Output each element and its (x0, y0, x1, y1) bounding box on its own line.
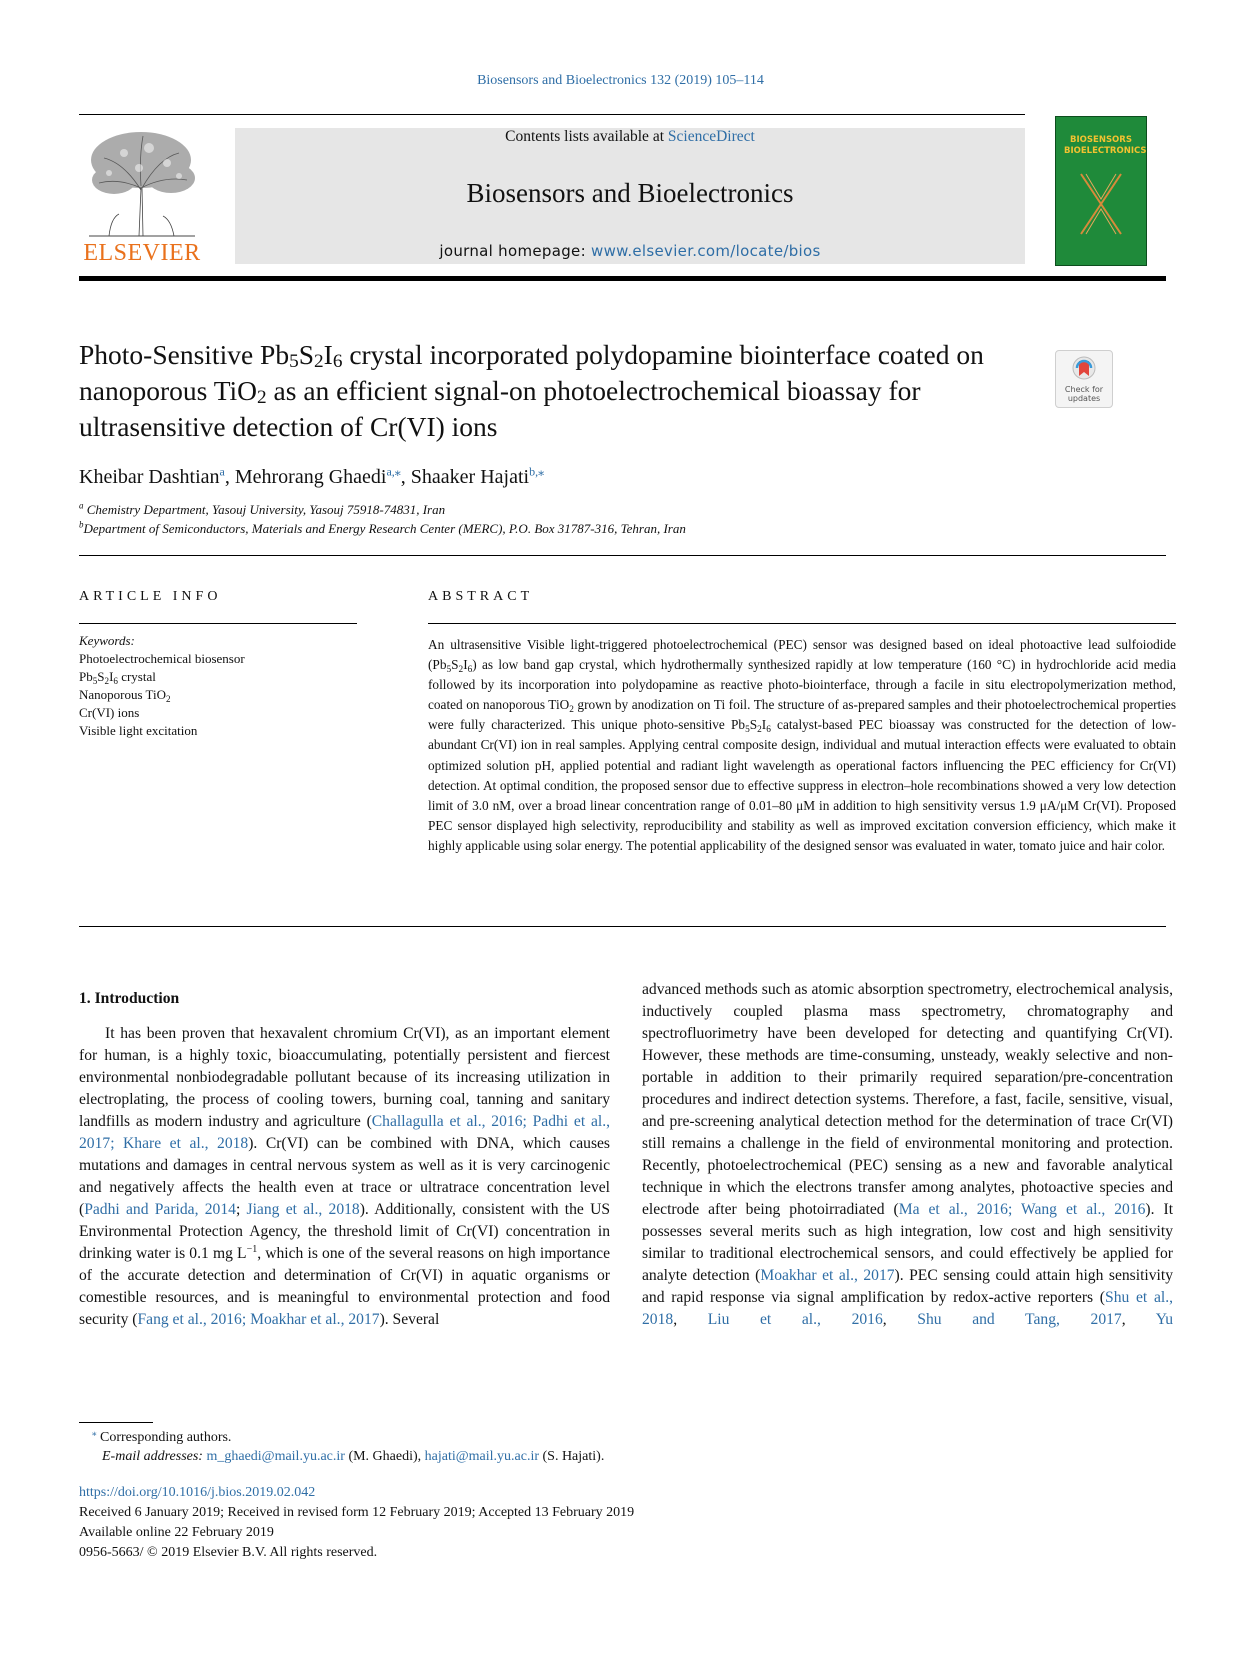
homepage-prefix: journal homepage: (439, 242, 591, 260)
journal-cover-image[interactable] (1055, 116, 1147, 266)
citation-link[interactable]: Fang et al., 2016; Moakhar et al., 2017 (137, 1311, 380, 1328)
keyword-item: Photoelectrochemical biosensor (79, 651, 245, 666)
abstract-text: An ultrasensitive Visible light-triggered photoelectrochemical (PEC) sensor was designed based on ideal photoactive lead sulfoiodide $(Pb_5S_2I_6)$ as low band gap crystal, which hydrothermally synthesized rapidly at low temperature (160 °C) in hydrochloride acid media followed by its incorporation into polydopamine as reactive photo-biointerface, through a facile in situ electropolymerization method, coated on nanoporous TiO$_2$ grown by anodization on Ti foil. The structure of as-prepared samples and their photoelectrochemical properties were fully characterized. This unique photo-sensitive $Pb_5S_2I_6$ catalyst-based PEC bioassay was constructed for the detection of low-abundant Cr(VI) ion in real samples. Applying central composite design, individual and mutual interaction effects were evaluated to obtain optimized solution pH, applied potential and radiant light wavelength as operational factors influencing the PEC efficiency for Cr(VI) detection. At optimal condition, the proposed sensor due to effective suppress in electron–hole recombinations showed a very low detection limit of 3.0 nM, over a broad linear concentration range of 0.01–80 μM in addition to high sensitivity versus 1.9 μA/μM Cr(VI). Proposed PEC sensor displayed high selectivity, reproducibility and stability as well as improved excitation conversion efficiency, which make it highly applicable using solar energy. The potential applicability of the designed sensor was evaluated in water, tomato juice and hair color. (428, 637, 1177, 853)
copyright-line: 0956-5663/ © 2019 Elsevier B.V. All rights reserved. (79, 1545, 378, 1560)
article-info-rule (79, 623, 357, 624)
author-affiliation-mark[interactable]: b,⁎ (529, 464, 545, 479)
author-affiliation-mark[interactable]: a (219, 464, 225, 479)
keyword-item: Visible light excitation (79, 723, 198, 738)
email-link[interactable]: m_ghaedi@mail.yu.ac.ir (206, 1449, 345, 1464)
check-for-updates-button[interactable] (1055, 350, 1113, 408)
intro-paragraph: It has been proven that hexavalent chromium Cr(VI), as an important element for human, is a highly toxic, bioaccumulating, potentially persistent and fiercest environmental nonbiodegradable pollutant because of its increasing utilization in electroplating, the process of cooling towers, burning coal, tanning and sanitary landfills as modern industry and agriculture (Challagulla et al., 2016; Padhi et al., 2017; Khare et al., 2018). Cr(VI) can be combined with DNA, which causes mutations and damages in central nervous system as well as it is very carcinogenic and negatively affects the health even at trace or ultratrace concentration level (Padhi and Parida, 2014; Jiang et al., 2018). Additionally, consistent with the US Environmental Protection Agency, the threshold limit of Cr(VI) concentration in drinking water is 0.1 mg $L^{-1}$, which is one of the several reasons on high importance of the accurate detection and determination of Cr(VI) in aquatic organisms or comestible resources, and is meaningful to environmental protection and food security (Fang et al., 2016; Moakhar et al., 2017). Several (79, 1025, 611, 1328)
author-name[interactable]: Shaaker Hajati (410, 466, 530, 488)
cover-graphic (1076, 169, 1126, 239)
bookmark-icon (1072, 356, 1096, 384)
doi-link[interactable]: https://doi.org/10.1016/j.bios.2019.02.042 (79, 1485, 316, 1500)
check-for-updates-label: Check for updates (1064, 385, 1104, 403)
journal-citation[interactable]: Biosensors and Bioelectronics 132 (2019) 105–114 (477, 73, 764, 88)
available-online: Available online 22 February 2019 (79, 1525, 274, 1540)
citation-link[interactable]: Padhi and Parida, 2014 (84, 1201, 236, 1218)
keywords-block (79, 632, 245, 740)
author-name[interactable]: Kheibar Dashtian (79, 466, 220, 488)
citation-link[interactable]: Liu et al., 2016 (707, 1311, 883, 1328)
citation-link[interactable]: Shu and Tang, 2017 (917, 1311, 1122, 1328)
section-heading-introduction: 1. Introduction (79, 990, 180, 1007)
corresponding-note: ⁎ Corresponding authors. (92, 1427, 232, 1445)
header-rule (79, 114, 1025, 115)
author-list: Kheibar Dashtian$^a$, Mehrorang Ghaedi$^{a,⁎}$, Shaaker Hajati$^{b,⁎}$ (79, 464, 545, 488)
citation-link[interactable]: Shu et al., 2018 (642, 1289, 1173, 1328)
author-affiliation-mark[interactable]: a,⁎ (386, 464, 401, 479)
citation-link[interactable]: Challagulla et al., 2016; Padhi et al., 2017; Khare et al., 2018 (79, 1113, 610, 1152)
intro-left-column (79, 1023, 610, 1331)
affiliation-rule (79, 555, 1166, 556)
keywords-label: Keywords: (79, 633, 135, 648)
citation-link[interactable]: Jiang et al., 2018 (246, 1201, 360, 1218)
article-info-heading: ARTICLE INFO (79, 589, 222, 604)
citation-link[interactable]: Moakhar et al., 2017 (760, 1267, 895, 1284)
article-title: Photo-Sensitive $Pb_5S_2I_6$ crystal incorporated polydopamine biointerface coated on nanoporous TiO$_2$ as an efficient signal-on photoelectrochemical bioassay for ultrasensitive detection of Cr(VI) ions (79, 339, 984, 442)
header-thick-rule (79, 276, 1166, 281)
keyword-item: Nanoporous TiO$_2$ (79, 687, 171, 704)
sciencedirect-link[interactable]: ScienceDirect (667, 128, 755, 145)
elsevier-wordmark: ELSEVIER (83, 240, 201, 266)
email-link[interactable]: hajati@mail.yu.ac.ir (424, 1449, 539, 1464)
journal-name: Biosensors and Bioelectronics (466, 178, 794, 208)
received-dates: Received 6 January 2019; Received in revised form 12 February 2019; Accepted 13 February 2019 (79, 1505, 635, 1520)
email-label: E-mail addresses: (102, 1449, 203, 1464)
abstract-end-rule (79, 926, 1166, 927)
footnote-rule (79, 1422, 153, 1423)
citation-link[interactable]: Ma et al., 2016; Wang et al., 2016 (898, 1201, 1146, 1218)
contents-prefix: Contents lists available at (505, 128, 668, 145)
affiliation-b: $^b$Department of Semiconductors, Materials and Energy Research Center (MERC), P.O. Box 31787-316, Tehran, Iran (79, 519, 686, 536)
contents-line (235, 128, 1025, 146)
author-name[interactable]: Mehrorang Ghaedi (234, 466, 387, 488)
keyword-item: Cr(VI) ions (79, 705, 140, 720)
intro-right-column (642, 979, 1173, 1331)
citation-link[interactable]: Yu (1155, 1311, 1174, 1328)
cover-title: BIOSENSORS BIOELECTRONICS (1064, 135, 1147, 156)
email-line: E-mail addresses: m_ghaedi@mail.yu.ac.ir (M. Ghaedi), hajati@mail.yu.ac.ir (S. Hajati). (102, 1449, 605, 1464)
homepage-line (235, 242, 1025, 260)
journal-banner (235, 128, 1025, 264)
homepage-link[interactable]: www.elsevier.com/locate/bios (591, 242, 821, 260)
intro-paragraph-continued: advanced methods such as atomic absorption spectrometry, electrochemical analysis, inductively coupled plasma mass spectrometry, chromatography and spectrofluorimetry have been developed for detecting and quantifying Cr(VI). However, these methods are time-consuming, unsteady, weakly selective and non-portable in addition to their primarily required separation/pre-concentration procedures and indirect detection systems. Therefore, a fast, facile, sensitive, visual, and pre-screening analytical detection method for the determination of trace Cr(VI) still remains a challenge in the field of environmental monitoring and protection. Recently, photoelectrochemical (PEC) sensing as a new and favorable analytical technique in which the electrons transfer among analytes, photoactive species and electrode after being photoirradiated (Ma et al., 2016; Wang et al., 2016). It possesses several merits such as high integration, low cost and high sensitivity similar to traditional electrochemical sensors, and could effectively be applied for analyte detection (Moakhar et al., 2017). PEC sensing could attain high sensitivity and rapid response via signal amplification by redox-active reporters (Shu et al., 2018, Liu et al., 2016, Shu and Tang, 2017, Yu (642, 981, 1174, 1328)
abstract-heading: ABSTRACT (428, 589, 534, 604)
elsevier-tree-logo (79, 128, 205, 238)
affiliation-a: $^a$ Chemistry Department, Yasouj University, Yasouj 75918-74831, Iran (79, 500, 446, 517)
keyword-item: $Pb_5S_2I_6$ crystal (79, 669, 156, 686)
abstract-rule (428, 623, 1176, 624)
